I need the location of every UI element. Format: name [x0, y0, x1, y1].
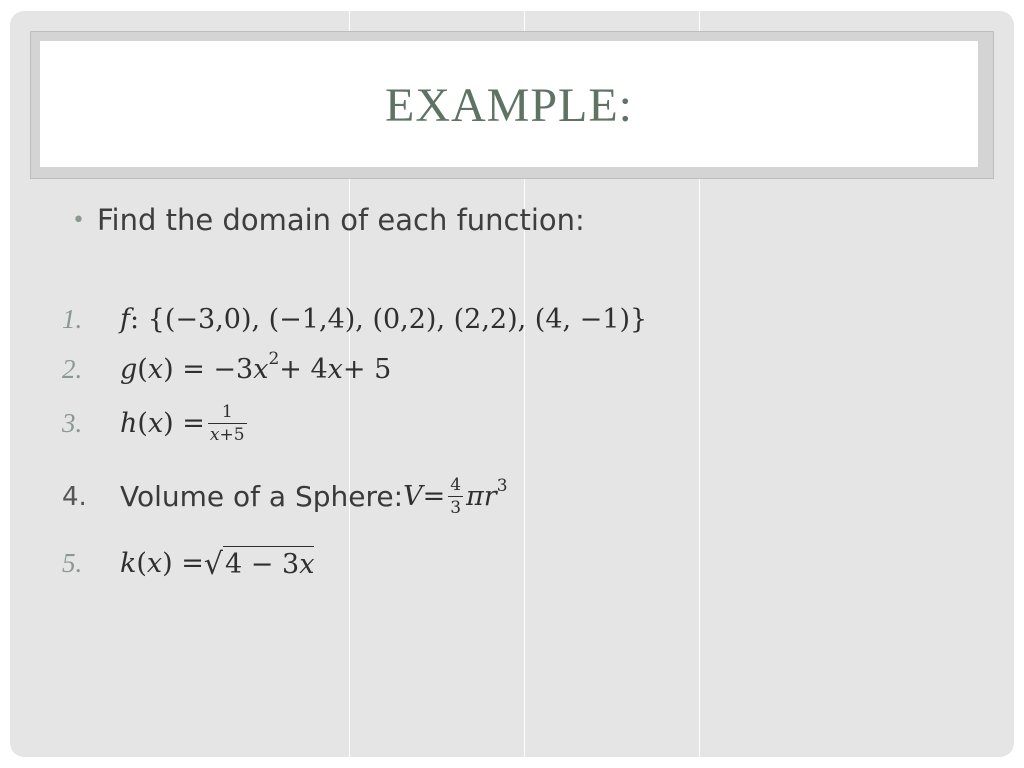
math-text: +5: [219, 425, 245, 445]
bullet-text: Find the domain of each function:: [96, 203, 585, 237]
radicand: [223, 546, 314, 580]
fraction-denominator: 3: [450, 498, 462, 518]
math-var: x: [299, 549, 315, 580]
math-var: k: [120, 547, 137, 579]
bullet-icon: •: [72, 208, 85, 233]
title-box: [40, 41, 978, 167]
item-number: 5.: [62, 547, 83, 578]
list-item: [62, 546, 314, 580]
fraction-numerator: 4: [450, 475, 462, 495]
fraction: [448, 476, 463, 517]
math-var: h: [120, 408, 138, 439]
slide-title: EXAMPLE:: [385, 78, 633, 132]
item-number: 2.: [62, 354, 83, 384]
math-text: 4 − 3: [225, 549, 300, 580]
item-number: 1.: [62, 304, 83, 334]
math-text: + 5: [342, 354, 392, 385]
math-text: ) = −3: [163, 354, 254, 385]
list-item: [62, 403, 250, 444]
math-text: (: [137, 408, 148, 439]
math-text: =: [422, 481, 446, 512]
math-var: V: [403, 481, 423, 512]
list-item: [62, 348, 392, 385]
math-text: (: [137, 354, 148, 385]
math-var: x: [327, 354, 343, 385]
math-expression: [120, 348, 392, 385]
math-var: f: [120, 304, 130, 335]
math-var: x: [146, 547, 163, 579]
list-item: [62, 476, 508, 517]
math-var: π: [466, 481, 484, 512]
square-root: [204, 546, 315, 580]
math-text: : {(−3,0), (−1,4), (0,2), (2,2), (4, −1)}: [130, 304, 648, 335]
math-expression: [120, 476, 508, 517]
title-frame: [30, 31, 994, 179]
math-exponent: 2: [268, 348, 280, 369]
math-text: Volume of a Sphere:: [120, 480, 404, 513]
math-expression: [120, 546, 314, 580]
fraction: [208, 403, 247, 444]
math-text: ) =: [163, 408, 205, 439]
fraction-numerator: 1: [221, 402, 233, 422]
math-var: x: [147, 354, 164, 385]
bullet-item: [72, 203, 585, 237]
radical-sign: √: [203, 547, 224, 582]
math-var: x: [147, 408, 164, 439]
math-text: (: [136, 547, 147, 579]
math-text: ) =: [162, 547, 204, 579]
math-exponent: 3: [496, 475, 508, 496]
math-text: + 4: [279, 354, 328, 385]
math-var: r: [483, 481, 497, 512]
math-var: g: [120, 354, 138, 385]
list-item: [62, 304, 647, 335]
math-var: x: [253, 354, 269, 385]
item-number: 3.: [62, 408, 83, 438]
math-var: x: [209, 425, 220, 445]
fraction-denominator: [208, 424, 247, 444]
math-expression: [120, 403, 250, 444]
slide: [10, 11, 1014, 757]
math-expression: [120, 304, 647, 335]
item-number: 4.: [62, 481, 87, 512]
